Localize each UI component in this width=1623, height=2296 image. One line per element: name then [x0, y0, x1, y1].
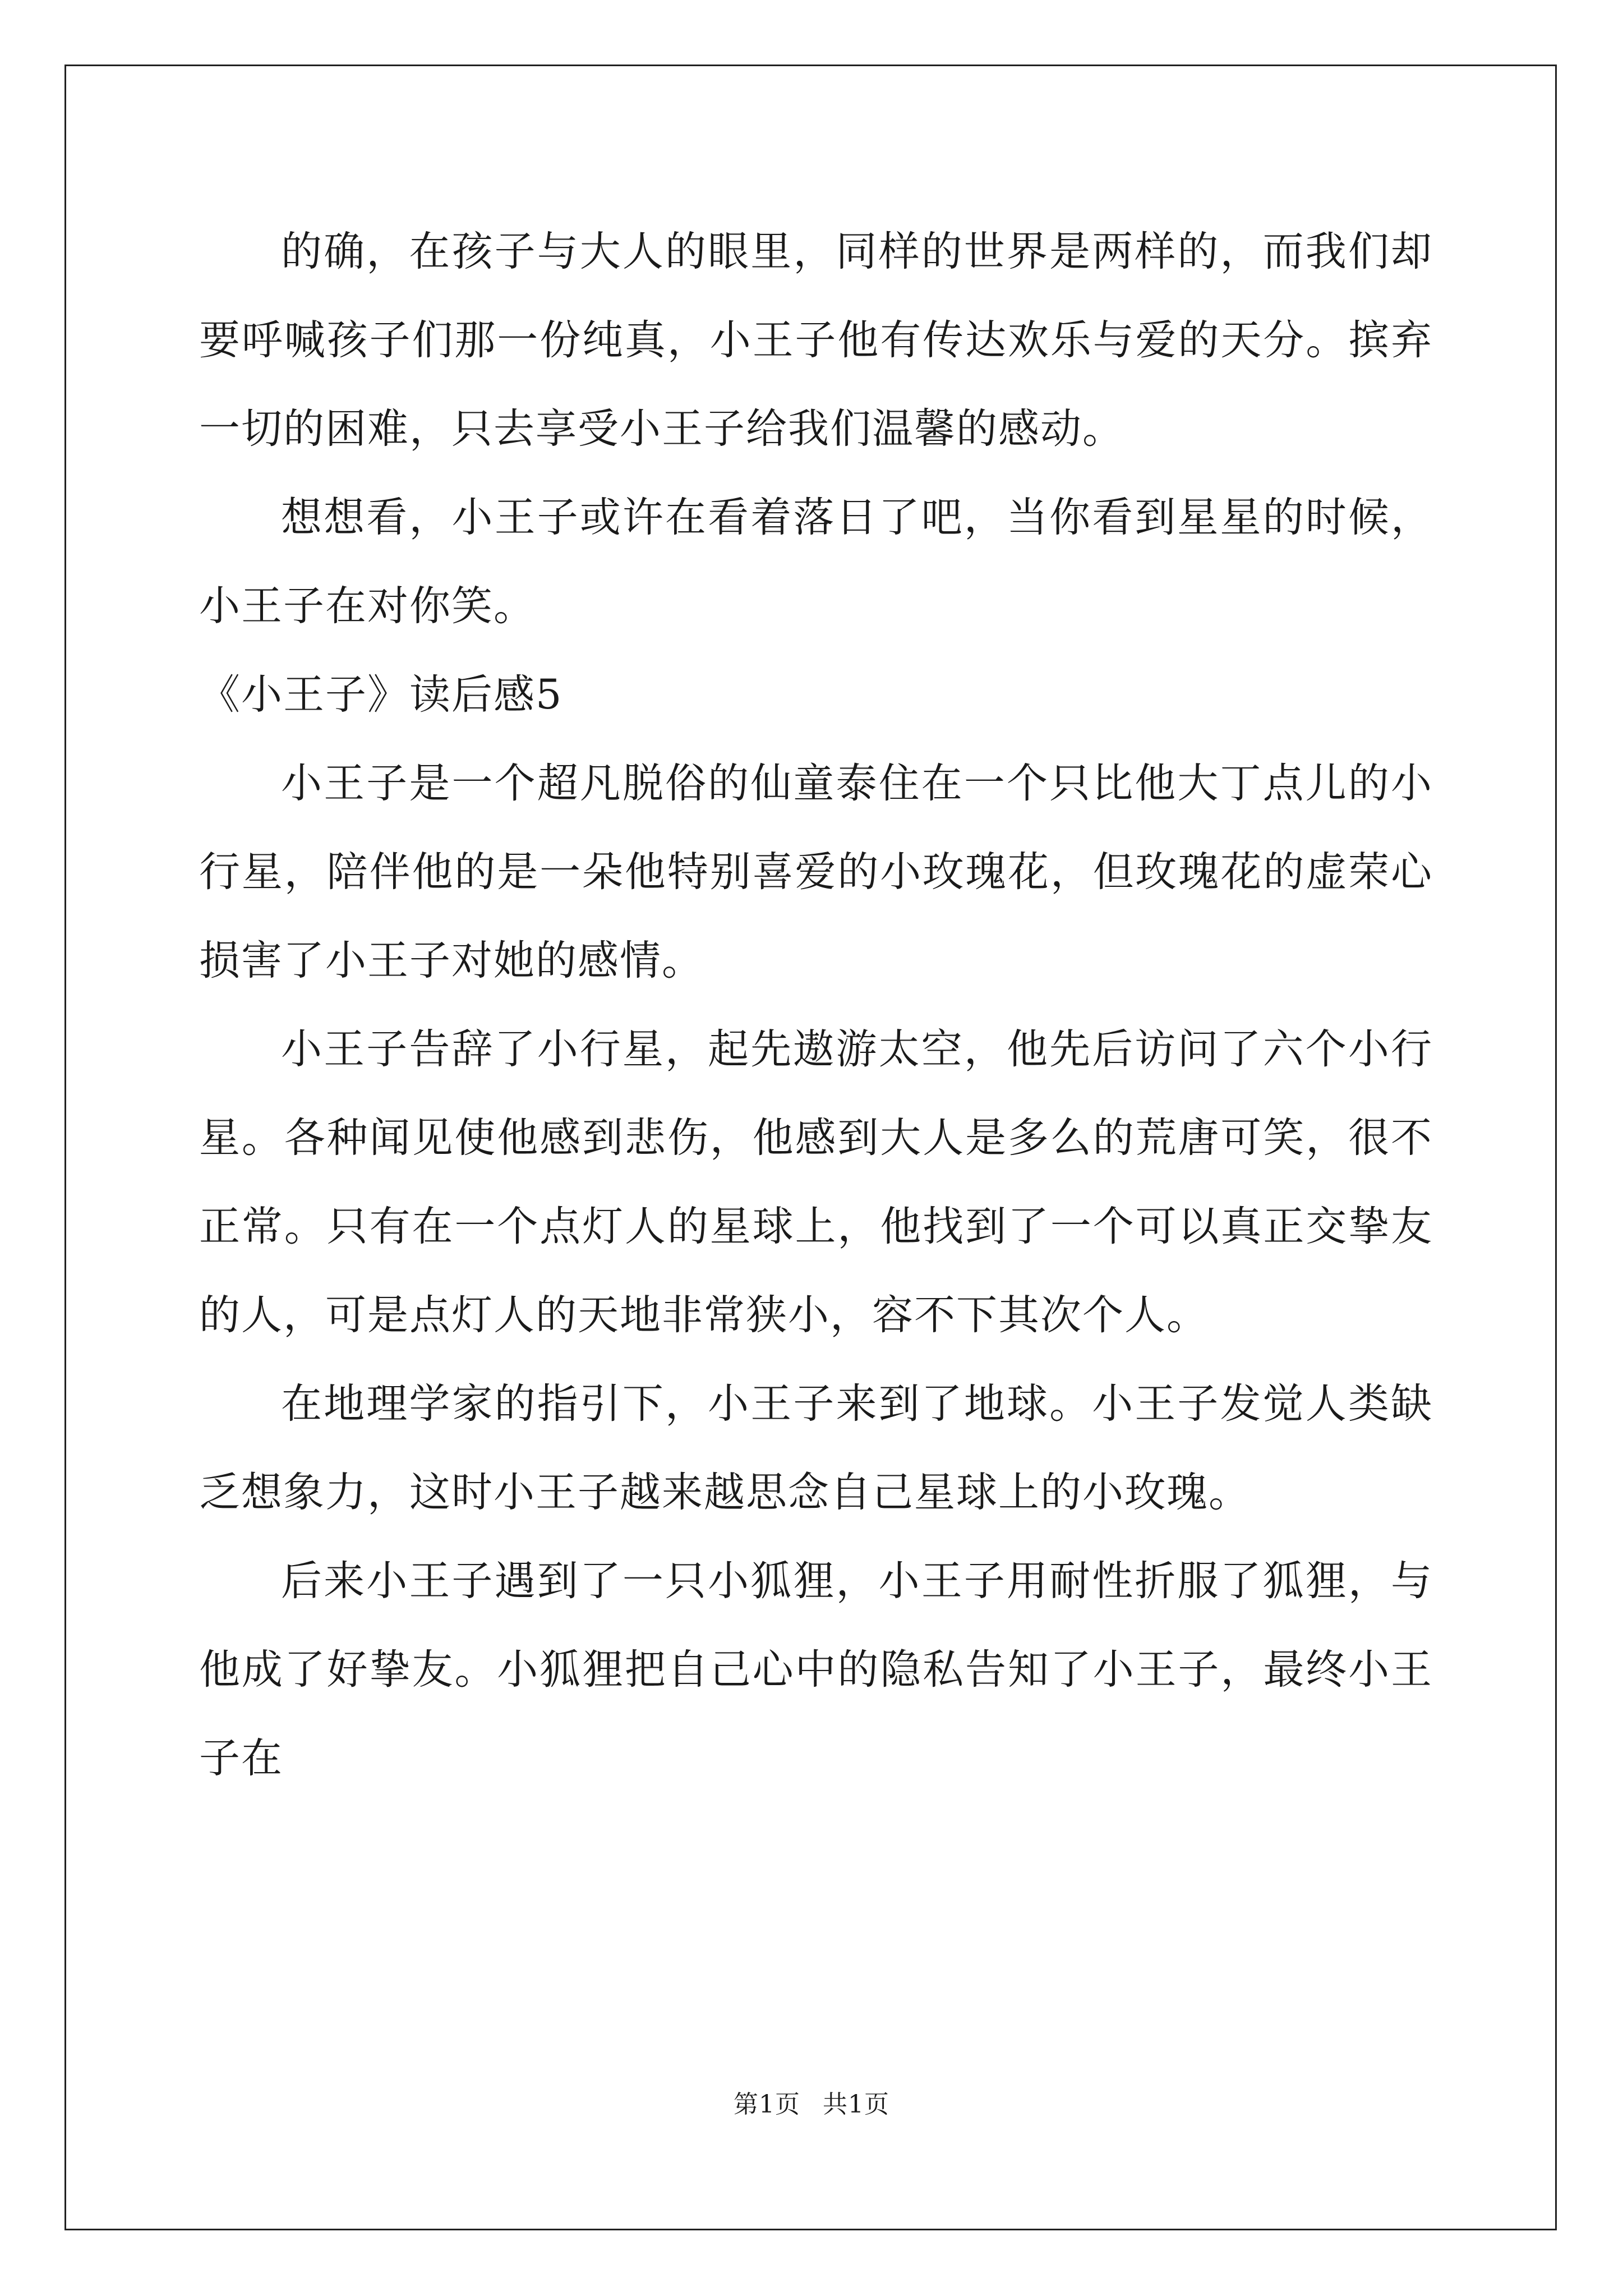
paragraph: 想想看，小王子或许在看着落日了吧，当你看到星星的时候，小王子在对你笑。 [199, 494, 1433, 630]
page-number: 第1页 [734, 2090, 800, 2119]
paragraph: 小王子是一个超凡脱俗的仙童泰住在一个只比他大丁点儿的小行星，陪伴他的是一朵他特别喜爱的小玫瑰花，但玫瑰花的虚荣心损害了小王子对她的感情。 [199, 760, 1433, 984]
paragraph: 的确，在孩子与大人的眼里，同样的世界是两样的，而我们却要呼喊孩子们那一份纯真，小王子他有传达欢乐与爱的天分。摈弃一切的困难，只去享受小王子给我们温馨的感动。 [199, 228, 1433, 453]
paragraph: 小王子告辞了小行星，起先遨游太空，他先后访问了六个小行星。各种闻见使他感到悲伤，他感到大人是多么的荒唐可笑，很不正常。只有在一个点灯人的星球上，他找到了一个可以真正交挚友的人，可是点灯人的天地非常狭小，容不下其次个人。 [199, 1025, 1433, 1339]
section-heading: 《小王子》读后感5 [199, 671, 563, 719]
document-body [199, 208, 1433, 1803]
page-footer [0, 2088, 1623, 2122]
paragraph: 后来小王子遇到了一只小狐狸，小王子用耐性折服了狐狸，与他成了好挚友。小狐狸把自己心中的隐私告知了小王子，最终小王子在 [199, 1557, 1433, 1782]
paragraph: 在地理学家的指引下，小王子来到了地球。小王子发觉人类缺乏想象力，这时小王子越来越思念自己星球上的小玫瑰。 [199, 1380, 1433, 1516]
page-total: 共1页 [823, 2090, 889, 2119]
